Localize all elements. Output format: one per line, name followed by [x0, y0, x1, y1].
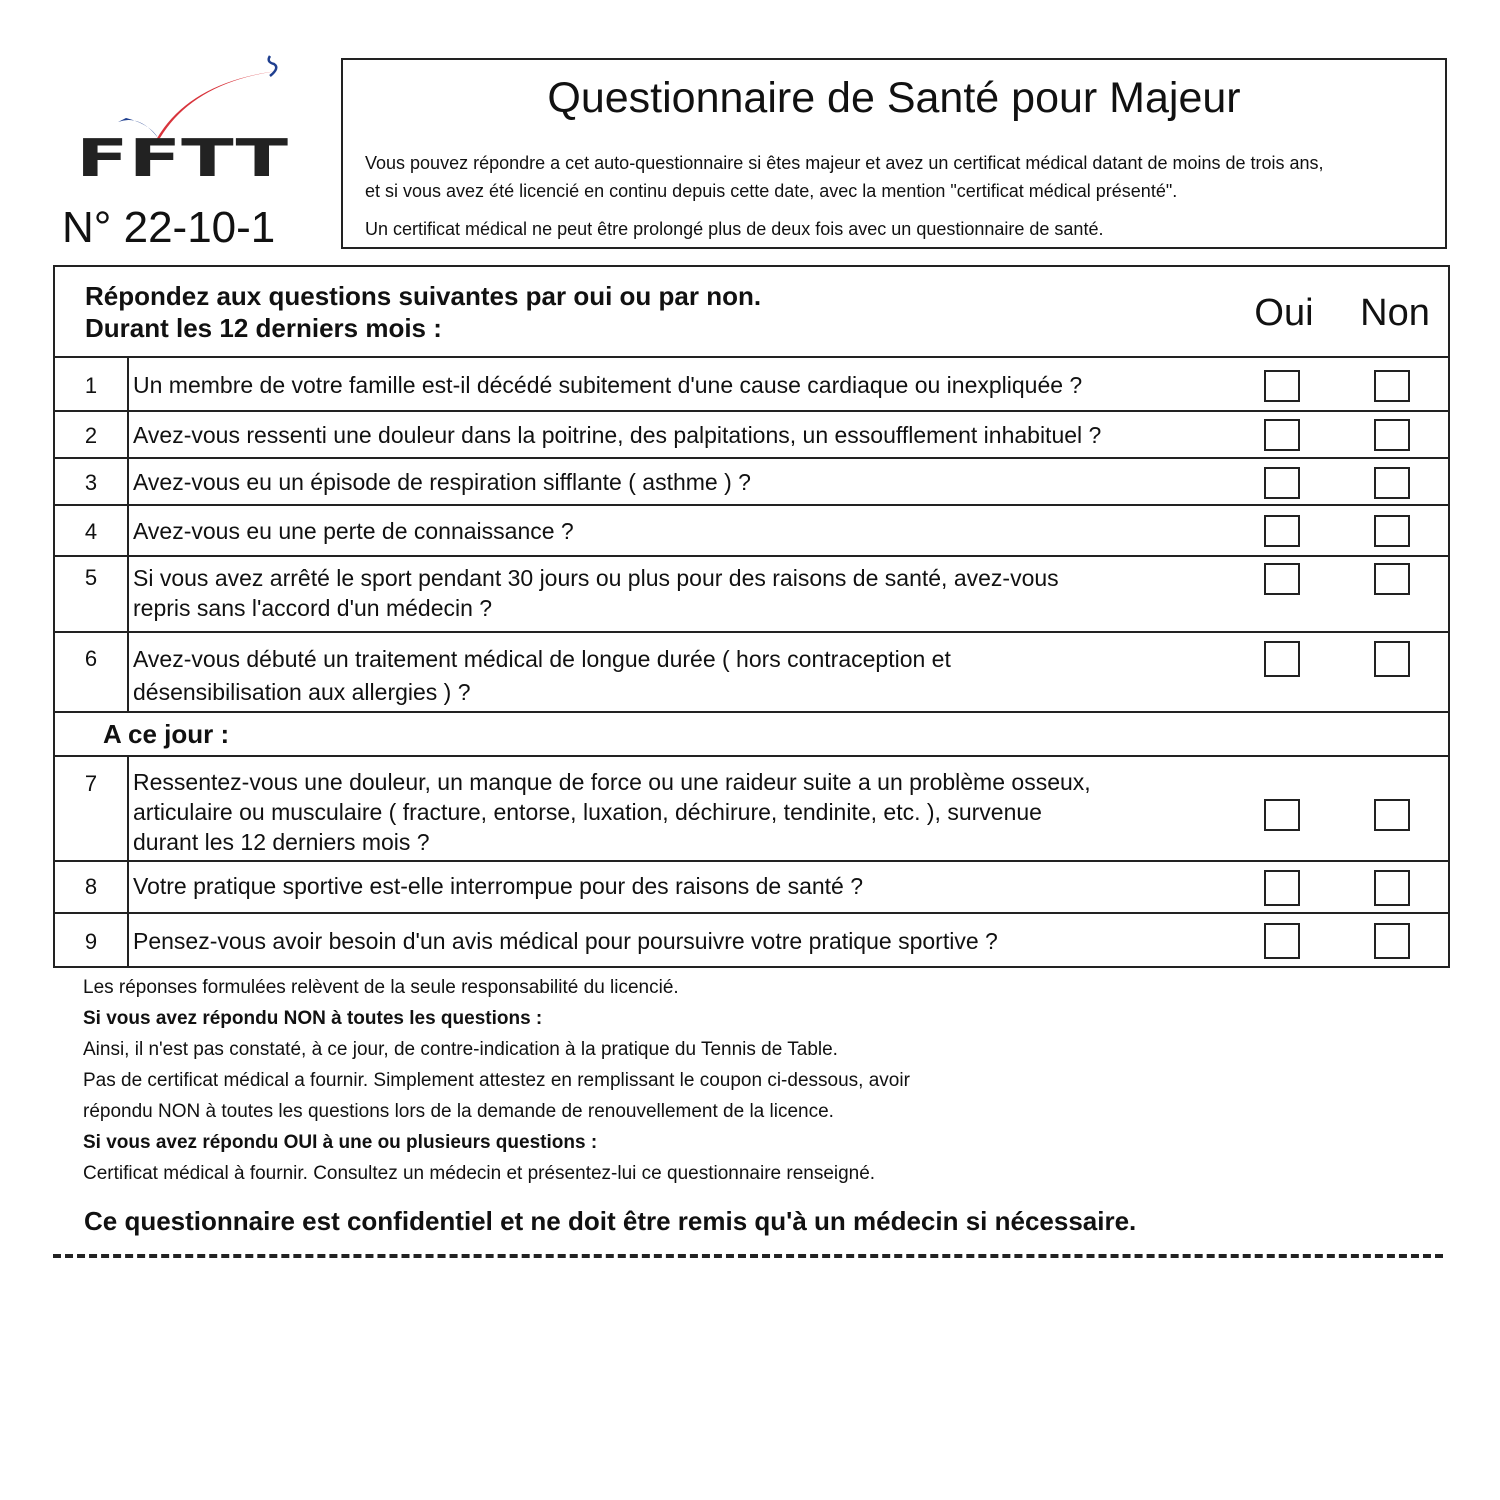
question-text-line: articulaire ou musculaire ( fracture, entorse, luxation, déchirure, tendinite, etc. ), survenue	[133, 799, 1042, 825]
question-text	[133, 871, 1218, 901]
question-text-line: Pensez-vous avoir besoin d'un avis médical pour poursuivre votre pratique sportive ?	[133, 928, 998, 954]
question-text	[133, 420, 1218, 450]
logo-letters: FFTT	[76, 129, 289, 185]
question-number: 8	[55, 862, 129, 912]
note-responsibility: Les réponses formulées relèvent de la seule responsabilité du licencié.	[83, 977, 679, 998]
question-text-line: Un membre de votre famille est-il décédé subitement d'une cause cardiaque ou inexpliquée ?	[133, 372, 1083, 398]
question-number: 3	[55, 459, 129, 504]
confidentiality-notice: Ce questionnaire est confidentiel et ne doit être remis qu'à un médecin si nécessaire.	[84, 1206, 1137, 1236]
footnotes	[83, 972, 1283, 1189]
question-text-line: Avez-vous eu un épisode de respiration sifflante ( asthme ) ?	[133, 469, 751, 495]
checkbox-non-q6[interactable]	[1374, 641, 1410, 677]
checkbox-non-q1[interactable]	[1374, 370, 1410, 402]
header-intro-line-3: Un certificat médical ne peut être prolongé plus de deux fois avec un questionnaire de santé.	[365, 219, 1104, 239]
column-header-non: Non	[1360, 292, 1430, 334]
header-intro-line-2: et si vous avez été licencié en continu depuis cette date, avec la mention "certificat médical présenté".	[365, 181, 1178, 201]
question-number: 5	[55, 557, 129, 631]
fftt-logo-graphic	[70, 50, 300, 185]
question-row-7	[55, 757, 1448, 862]
question-text-line: Avez-vous ressenti une douleur dans la poitrine, des palpitations, un essoufflement inhabituel ?	[133, 422, 1102, 448]
question-text	[133, 926, 1218, 956]
question-row-6	[55, 633, 1448, 713]
question-row-9	[55, 914, 1448, 968]
note-non-line-3: répondu NON à toutes les questions lors de la demande de renouvellement de la licence.	[83, 1101, 834, 1122]
question-text	[133, 767, 1218, 857]
logo-blue-tick	[269, 56, 277, 76]
checkbox-non-q7[interactable]	[1374, 799, 1410, 831]
question-row-2	[55, 412, 1448, 459]
dashed-cut-line	[53, 1254, 1443, 1258]
fftt-logo	[70, 50, 300, 185]
question-text-line: Votre pratique sportive est-elle interrompue pour des raisons de santé ?	[133, 873, 864, 899]
section-row-a-ce-jour	[55, 713, 1448, 757]
question-text-line: durant les 12 derniers mois ?	[133, 829, 430, 855]
question-text-line: Avez-vous débuté un traitement médical de longue durée ( hors contraception et	[133, 646, 951, 672]
question-text-line: repris sans l'accord d'un médecin ?	[133, 595, 493, 621]
table-header	[55, 267, 1448, 358]
note-heading-oui: Si vous avez répondu OUI à une ou plusieurs questions :	[83, 1132, 598, 1153]
question-row-1	[55, 358, 1448, 412]
instruction-line-1: Répondez aux questions suivantes par oui ou par non.	[85, 281, 762, 311]
checkbox-oui-q1[interactable]	[1264, 370, 1300, 402]
question-row-8	[55, 862, 1448, 914]
question-text	[133, 563, 1218, 623]
question-number: 9	[55, 914, 129, 968]
checkbox-non-q4[interactable]	[1374, 515, 1410, 547]
question-row-4	[55, 506, 1448, 557]
document-number: N° 22-10-1	[62, 203, 276, 252]
checkbox-non-q9[interactable]	[1374, 923, 1410, 959]
checkbox-non-q5[interactable]	[1374, 563, 1410, 595]
question-text-line: Avez-vous eu une perte de connaissance ?	[133, 518, 574, 544]
checkbox-non-q3[interactable]	[1374, 467, 1410, 499]
checkbox-oui-q3[interactable]	[1264, 467, 1300, 499]
question-text	[133, 643, 1218, 709]
question-text	[133, 467, 1218, 497]
note-non-line-1: Ainsi, il n'est pas constaté, à ce jour, de contre-indication à la pratique du Tennis de Table.	[83, 1039, 838, 1060]
note-heading-non: Si vous avez répondu NON à toutes les questions :	[83, 1008, 543, 1029]
checkbox-oui-q2[interactable]	[1264, 419, 1300, 451]
question-number: 2	[55, 412, 129, 457]
column-header-oui: Oui	[1254, 292, 1314, 334]
question-text-line: Si vous avez arrêté le sport pendant 30 jours ou plus pour des raisons de santé, avez-vous	[133, 565, 1059, 591]
question-text	[133, 370, 1218, 400]
page-title: Questionnaire de Santé pour Majeur	[547, 74, 1241, 122]
checkbox-oui-q6[interactable]	[1264, 641, 1300, 677]
checkbox-oui-q5[interactable]	[1264, 563, 1300, 595]
question-row-3	[55, 459, 1448, 506]
instruction-line-2: Durant les 12 derniers mois :	[85, 313, 442, 343]
checkbox-oui-q8[interactable]	[1264, 870, 1300, 906]
checkbox-oui-q4[interactable]	[1264, 515, 1300, 547]
question-number: 6	[55, 633, 129, 711]
question-number: 4	[55, 506, 129, 555]
checkbox-non-q8[interactable]	[1374, 870, 1410, 906]
question-number: 7	[55, 757, 129, 860]
checkbox-oui-q9[interactable]	[1264, 923, 1300, 959]
questions-table	[53, 265, 1450, 968]
header-box	[341, 58, 1447, 249]
header-intro-line-1: Vous pouvez répondre a cet auto-questionnaire si êtes majeur et avez un certificat médical datant de moins de trois ans,	[365, 153, 1324, 173]
checkbox-oui-q7[interactable]	[1264, 799, 1300, 831]
question-text	[133, 516, 1218, 546]
question-text-line: Ressentez-vous une douleur, un manque de force ou une raideur suite a un problème osseux,	[133, 769, 1091, 795]
note-non-line-2: Pas de certificat médical a fournir. Simplement attestez en remplissant le coupon ci-dessous, avoir	[83, 1070, 910, 1091]
question-text-line: désensibilisation aux allergies ) ?	[133, 679, 471, 705]
note-oui-line-1: Certificat médical à fournir. Consultez un médecin et présentez-lui ce questionnaire renseigné.	[83, 1163, 876, 1184]
question-row-5	[55, 557, 1448, 633]
question-number: 1	[55, 358, 129, 410]
checkbox-non-q2[interactable]	[1374, 419, 1410, 451]
section-label: A ce jour :	[103, 719, 230, 749]
